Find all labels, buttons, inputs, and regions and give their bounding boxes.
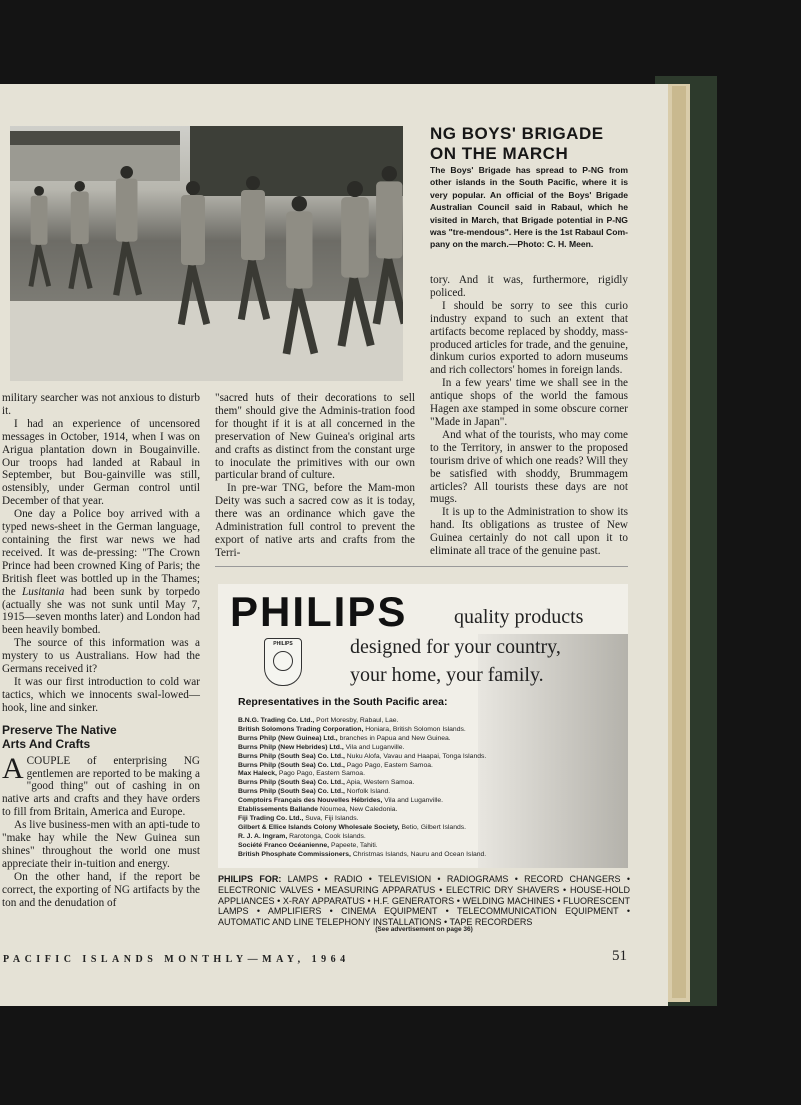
subheading: Preserve The Native Arts And Crafts [2,722,117,751]
representative-item: Burns Philp (New Hebrides) Ltd., Vila and Luganville. [238,743,405,751]
paragraph: I had an experience of uncensored messages in October, 1914, when I was on Ariguа plantation down in Bougainville. Our troops had landed at Rabaul in September, but Bou-gainville was still, ostensibly, under German control until December of that year. [2,417,200,508]
marcher-figure [240,176,266,326]
text-column-1 [2,392,200,910]
representatives-list [238,717,618,860]
representative-item: R. J. A. Ingram, Rarotonga, Cook Islands. [238,832,366,840]
representative-item: British Solomons Trading Corporation, Honiara, British Solomon Islands. [238,725,466,733]
ad-tagline-3: your home, your family. [350,664,544,686]
running-footer: PACIFIC ISLANDS MONTHLY—MAY, 1964 [3,954,350,965]
representative-item: Burns Philp (New Guinea) Ltd., branches in Papua and New Guinea. [238,734,451,742]
paragraph: The source of this information was a mystery to us Australians. How had the Germans received it? [2,637,200,676]
photo-caption: The Boys' Brigade has spread to P-NG from other islands in the South Pacific, where it is very popular. An official of the Boys' Brigade Australian Council said in Rabaul, which he visited in March, that Brigade potential in P-NG was "tre-mendous". Here is the 1st Rabaul Com-pany on the march.—Photo: C. H. Meen. [430,165,628,250]
philips-shield-icon: PHILIPS [264,638,302,686]
text-column-3 [430,274,628,558]
paragraph: One day a Police boy arrived with a typed news-sheet in the German language, containing the first war news we had received. It was de-pressing: "The Crown Prince had been crowned King of Paris; the British fleet was bottled up in the Thames; the Lusitania had been sunk by torpedo (actually she was not sunk until May 7, 1915—seven months later) and London had been heavily bombed. [2,508,200,637]
paragraph: tory. And it was, furthermore, rigidly policed. [430,274,628,299]
paragraph: I should be sorry to see this curio industry expand to such an extent that artifacts become replaced by shoddy, mass-produced articles for trade, and the genuine, dinkum curios exported to adorn museums and rich collectors' homes in foreign lands. [430,299,628,377]
philips-logo: PHILIPS [230,588,408,635]
text-column-2 [215,392,415,560]
article-headline [430,124,660,164]
marcher-figure [375,166,403,331]
representative-item: Gilbert & Ellice Islands Colony Wholesale Society, Betio, Gilbert Islands. [238,823,467,831]
marcher-figure [285,196,314,361]
paragraph: In pre-war TNG, before the Mam-mon Deity was such a sacred cow as it is today, there was an ordinance which gave the Administration full control to prevent the export of native arts and crafts from the Terri- [215,482,415,559]
magazine-page [0,84,668,1006]
paragraph: It was our first introduction to cold war tactics, which we innocents swal-lowed—hook, line and sinker. [2,675,200,714]
paragraph: military searcher was not anxious to disturb it. [2,392,200,417]
paragraph: It is up to the Administration to show its hand. Its obligations as trustee of New Guinea certainly do not call upon it to eliminate all trace of the genuine past. [430,506,628,558]
representative-item: Société Franco Océanienne, Papeete, Tahiti. [238,841,378,849]
representative-item: Comptoirs Français des Nouvelles Hébrides, Vila and Luganville. [238,797,444,805]
philips-advertisement [218,584,628,868]
representatives-heading: Representatives in the South Pacific area: [238,696,448,708]
paragraph: And what of the tourists, who may come to the Territory, in answer to the proposed tourism drive of which one reads? Will they be satisfied with shoddy, Brummagem articles? All tourists these days are not mugs. [430,428,628,506]
photo-building [10,131,180,181]
representative-item: Max Haleck, Pago Pago, Eastern Samoa. [238,770,365,778]
marcher-figure [180,181,206,331]
representative-item: British Phosphate Commissioners, Christmas Islands, Nauru and Ocean Island. [238,850,487,858]
ad-tagline-2: designed for your country, [350,636,561,658]
page-stack-inner [672,86,686,998]
representative-item: Burns Philp (South Sea) Co. Ltd., Norfolk Island. [238,788,391,796]
ad-products-list: PHILIPS FOR: LAMPS • RADIO • TELEVISION • RADIOGRAMS • RECORD CHANGERS • ELECTRONIC VALVES • MEASURING APPARATUS • ELECTRIC DRY SHAVERS • HOUSE-HOLD APPLIANCES • X-RAY APPARATUS • H.F. GENERATORS • WELDING MACHINES • FLUORESCENT LAMPS • AMPLIFIERS • CINEMA EQUIPMENT • TELECOMMUNICATION EQUIPMENT • AUTOMATIC AND LINE TELEPHONY INSTALLATIONS • TAPE RECORDERS [218,874,630,928]
section-divider [215,566,628,567]
paragraph: On the other hand, if the report be correct, the exporting of NG artifacts by the ton and the denudation of [2,870,200,909]
ad-tagline-1: quality products [454,606,584,628]
drop-cap: A [2,751,24,785]
representative-item: Fiji Trading Co. Ltd., Suva, Fiji Islands. [238,814,359,822]
marcher-figure [70,181,90,294]
photo-trees [190,126,403,196]
representative-item: Etablissements Ballande Noumea, New Caledonia. [238,806,398,814]
representative-item: B.N.G. Trading Co. Ltd., Port Moresby, Rabaul, Lae. [238,717,399,724]
ad-see-note: (See advertisement on page 36) [375,926,473,933]
paragraph: ACOUPLE of enterprising NG gentlemen are reported to be making a "good thing" out of cashing in on native arts and crafts and they have orders to fill from Britain, America and Europe. [2,751,200,819]
marcher-figure [30,186,48,291]
representative-item: Burns Philp (South Sea) Co. Ltd., Nuku Alofa, Vavau and Haapai, Tonga Islands. [238,752,487,760]
representative-item: Burns Philp (South Sea) Co. Ltd., Pago Pago, Eastern Samoa. [238,761,433,769]
marcher-figure [340,181,370,354]
paragraph: As live business-men with an apti-tude to "make hay while the New Guinea sun shines" throughout the world one must appreciate their in-tuition and energy. [2,819,200,870]
ship-name: Lusitania [22,585,65,598]
paragraph: In a few years' time we shall see in the antique shops of the world the famous Hagen axe stamped in some obscure corner "Made in Japan". [430,377,628,428]
marcher-figure [115,166,138,301]
paragraph: "sacred huts of their decorations to sell them" should give the Adminis-tration food for thought if it is at all concerned in the preservation of New Guinea's original arts and crafts as distinct from the constant urge to inoculate the primitives with our own particular brand of culture. [215,392,415,482]
boys-brigade-photo [10,126,403,381]
headline-line-2: ON THE MARCH [430,144,569,163]
representative-item: Burns Philp (South Sea) Co. Ltd., Apia, Western Samoa. [238,779,415,787]
headline-line-1: NG BOYS' BRIGADE [430,124,604,143]
page-number: 51 [612,948,627,964]
